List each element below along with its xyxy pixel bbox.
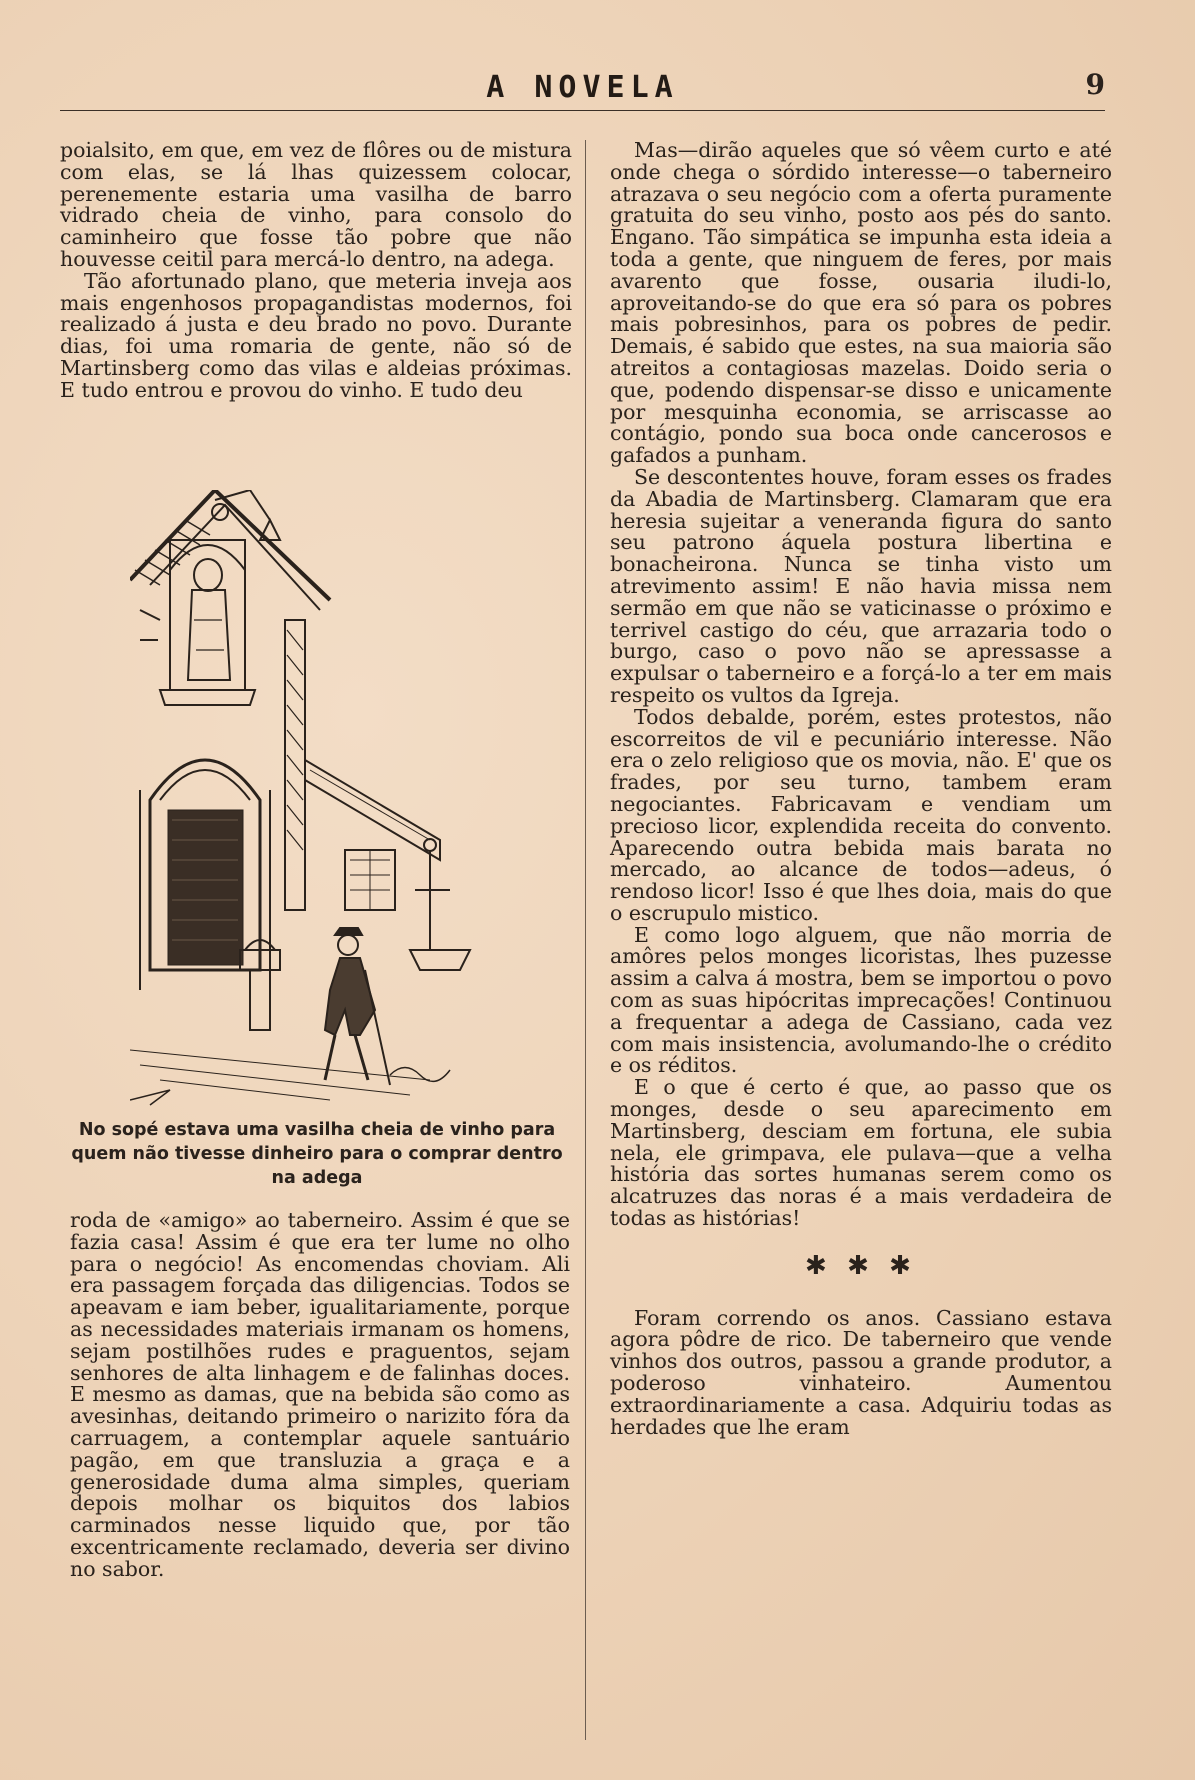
section-separator: ✱ ✱ ✱ [805,1250,917,1281]
left-column [60,140,572,402]
header-rule [60,110,1105,111]
paragraph: poialsito, em que, em vez de flôres ou de mistura com elas, se lá lhas quizessem colocar, perenemente estaria uma vasilha de barro vidrado cheia de vinho, para consolo do caminheiro que fosse tão pobre que não houvesse ceitil para mercá-lo dentro, na adega. [60,138,572,271]
paragraph: E como logo alguem, que não morria de amôres pelos monges licoristas, lhes puzesse assim a calva á mostra, bem se importou o povo com as suas hipócritas imprecações! Continuou a frequentar a adega de Cassiano, cada vez com mais insistencia, avolumando-lhe o crédito e os réditos. [610,922,1112,1078]
page-number: 9 [1085,68,1105,101]
magazine-title: A NOVELA [486,70,679,105]
paragraph: E o que é certo é que, ao passo que os monges, desde o seu aparecimento em Martinsberg, desciam em fortuna, ele subia nela, ele grimpava, ele pulava—que a velha história das sortes humanas serem como os alcatruzes das noras é a mais verdadeira de todas as histórias! [610,1075,1112,1231]
paragraph: Foram correndo os anos. Cassiano estava agora pôdre de rico. De taberneiro que vende vinhos dos outros, passou a grande produtor, a poderoso vinhateiro. Aumentou extraordinariamente a casa. Adquiriu todas as herdades que lhe eram [610,1305,1112,1439]
right-column [610,140,1112,1438]
paragraph: Tão afortunado plano, que meteria inveja aos mais engenhosos propagandistas modernos, foi realizado á justa e deu brado no povo. Durante dias, foi uma romaria de gente, não só de Martinsberg como das vilas e aldeias próximas. E tudo entrou e provou do vinho. E tudo deu [60,268,572,402]
paragraph: Mas—dirão aqueles que só vêem curto e até onde chega o sórdido interesse—o taberneiro atrazava o seu negócio com a oferta puramente gratuita do seu vinho, posto aos pés do santo. Engano. Tão simpática se impunha esta ideia a toda a gente, que ninguem de feres, por mais avarento que fosse, ousaria iludi-lo, aproveitando-se do que era só para os pobres mais pobresinhos, para os pobres de pedir. Demais, é sabido que estes, na sua maioria são atreitos a contagiosas mazelas. Doido seria o que, podendo dispensar-se disso e unicamente por mesquinha economia, se arriscasse ao contágio, pondo sua boca onde cancerosos e gafados a punham. [610,138,1112,468]
paragraph: Se descontentes houve, foram esses os frades da Abadia de Martinsberg. Clamaram que era heresia sujeitar a veneranda figura do santo seu patrono áquela postura libertina e bonacheirona. Nunca se tinha visto um atrevimento assim! E não havia missa nem sermão em que não se vaticinasse o próximo e terrivel castigo do céu, que arrazaria todo o burgo, caso o povo não se apressasse a expulsar o taberneiro e a forçá-lo a ter em mais respeito os vultos da Igreja. [610,464,1112,707]
left-column-continuation [70,1210,570,1581]
illustration-caption: No sopé estava uma vasilha cheia de vinho para quem não tivesse dinheiro para o comprar dentro na adega [71,1120,563,1188]
paragraph: roda de «amigo» ao taberneiro. Assim é que se fazia casa! Assim é que era ter lume no olho para o negócio! As encomendas choviam. Ali era passagem forçada das diligencias. Todos se apeavam e iam beber, igualitariamente, porque as necessidades materiais irmanam os homens, sejam postilhões rudes e praguentos, sejam senhores de alta linhagem e de falinhas doces. E mesmo as damas, que na bebida são como as avesinhas, deitando primeiro o narizito fóra da carruagem, a contemplar aquele santuário pagão, em que transluzia a graça e a generosidade duma alma simples, queriam depois molhar os biquitos dos labios carminados nesse liquido que, por tão excentricamente reclamado, deveria ser divino no sabor. [70,1208,570,1581]
chapel-illustration [130,490,540,1110]
paragraph: Todos debalde, porém, estes protestos, não escorreitos de vil e pecuniário interesse. Não era o zelo religioso que os movia, não. E' que os frades, por seu turno, tambem eram negociantes. Fabricavam e vendiam um precioso licor, explendida receita do convento. Aparecendo outra bebida mais barata no mercado, ao alcance de todos—adeus, ó rendoso licor! Isso é que lhes doia, mais do que o escrupulo mistico. [610,704,1112,925]
column-divider [585,140,586,1740]
page-header [60,66,1105,106]
